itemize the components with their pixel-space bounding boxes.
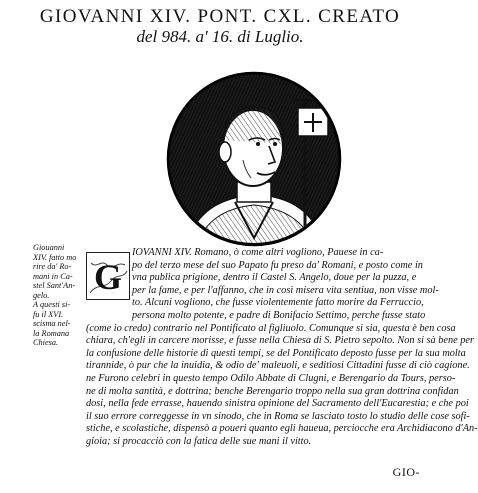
dropcap-letter: G (93, 257, 123, 297)
pope-portrait-woodcut-icon (165, 70, 343, 248)
margin-note: Giouanni XIV. fatto mo rire da' Ro- mani in Ca- stel Sant'An- gelo. A questi si- fu il XVI. scisma nel- la Romana Chiesa. (33, 243, 77, 347)
body-line: gioia; si procacciò con la fatica delle sue mani il vitto. (86, 435, 312, 447)
body-text (86, 247, 478, 449)
body-line: vna publica prigione, dentro il Castel S. Angelo, doue per la puzza, e (132, 272, 417, 284)
body-line: chiara, ch'egli in carcere morisse, e fusse nella Chiesa di S. Pietro sepolto. Non si sà bene per (86, 335, 474, 347)
body-line: ne di molta santità, e dottrina; benche Berengario troppo nella sua gran dottrina confidan (86, 385, 459, 397)
body-line: stiche, e scolastiche, dispensò a poueri quanto egli haueua, perciocche era Archidiacono d'An- (86, 423, 478, 435)
page-title: GIOVANNI XIV. PONT. CXL. CREATO (39, 6, 401, 27)
body-line: persona molto potente, e padre di Bonifacio Settimo, perche fusse stato (132, 309, 426, 321)
body-line: tirannide, ò pur che la inuidia, & odio de' maleuoli, e seditiosi Cittadini fusse di ciò cagione. (86, 360, 470, 372)
catchword: GIO- (392, 465, 420, 479)
body-line: IOVANNI XIV. Romano, ò come altri vogliono, Pauese in ca- (132, 247, 384, 258)
body-line: la confusione delle historie di questi tempi, se del Pontificato deposto fusse per la sua molta (86, 347, 466, 359)
body-line: dosi, nella fede errasse, hauendo sinistra opinione del Sacramento dell'Eucarestia; e che poi (86, 398, 469, 410)
body-line: po del terzo mese del suo Papato fu preso da' Romani, e posto come in (132, 259, 423, 271)
body-line: ne Furono celebri in questo tempo Odilo Abbate di Clugni, e Berengario da Tours, perso- (86, 372, 456, 384)
body-line: per la fame, e per l'affanno, che in così misera vita sentiua, non visse mol- (132, 284, 439, 296)
body-line: to. Alcuni vogliono, che fusse violentemente fatto morire da Ferruccio, (132, 297, 424, 309)
body-line: (come io credo) contrario nel Pontificato al figliuolo. Comunque si sia, questa è ben cosa (86, 322, 456, 334)
body-line: il suo errore correggesse in vn sinodo, che in Roma se lasciato tosto lo studio delle cose sofi- (86, 410, 470, 422)
page-subtitle: del 984. a' 16. di Luglio. (136, 27, 304, 46)
